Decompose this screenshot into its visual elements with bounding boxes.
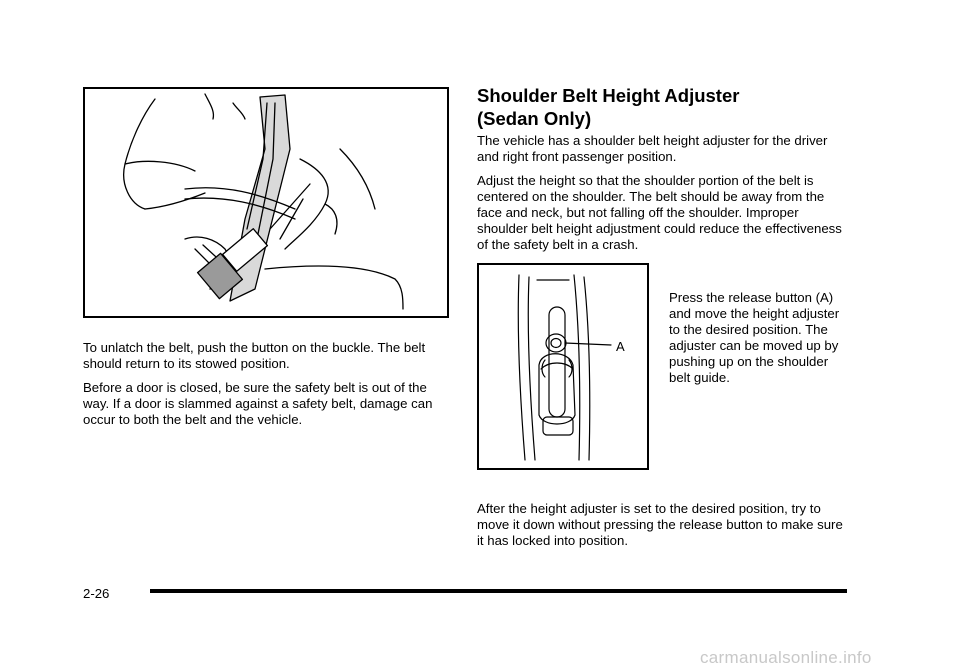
right-column xyxy=(477,133,847,253)
heading-line-1: Shoulder Belt Height Adjuster xyxy=(477,85,740,106)
height-adjuster-illustration xyxy=(477,263,649,470)
heading-line-2: (Sedan Only) xyxy=(477,108,592,129)
watermark: carmanualsonline.info xyxy=(700,648,872,667)
left-column xyxy=(83,340,453,428)
belt-unlatch-illustration xyxy=(83,87,449,318)
page-number: 2-26 xyxy=(83,586,110,601)
footer-rule xyxy=(150,589,847,593)
lock-check-paragraph: After the height adjuster is set to the desired position, try to move it down without pressing the release button to make sure it has locked into position. xyxy=(477,501,843,548)
callout-label-a: A xyxy=(616,339,625,354)
release-paragraph: Press the release button (A) and move the height adjuster to the desired position. The adjuster can be moved up by pushing up on the shoulder belt guide. xyxy=(669,290,840,385)
section-heading xyxy=(477,84,857,130)
unlatch-paragraph: To unlatch the belt, push the button on the buckle. The belt should return to its stowed position. xyxy=(83,340,426,371)
door-warning-paragraph: Before a door is closed, be sure the safety belt is out of the way. If a door is slammed against a safety belt, damage can occur to both the belt and the vehicle. xyxy=(83,380,433,427)
adjuster-intro-paragraph: The vehicle has a shoulder belt height adjuster for the driver and right front passenger position. xyxy=(477,133,828,164)
release-instructions xyxy=(669,290,849,386)
lock-check-text xyxy=(477,501,847,549)
adjust-height-paragraph: Adjust the height so that the shoulder portion of the belt is centered on the shoulder. The belt should be away from the face and neck, but not falling off the shoulder. Improper shoulder belt height adjustment could reduce the effectiveness of the safety belt in a crash. xyxy=(477,173,842,252)
